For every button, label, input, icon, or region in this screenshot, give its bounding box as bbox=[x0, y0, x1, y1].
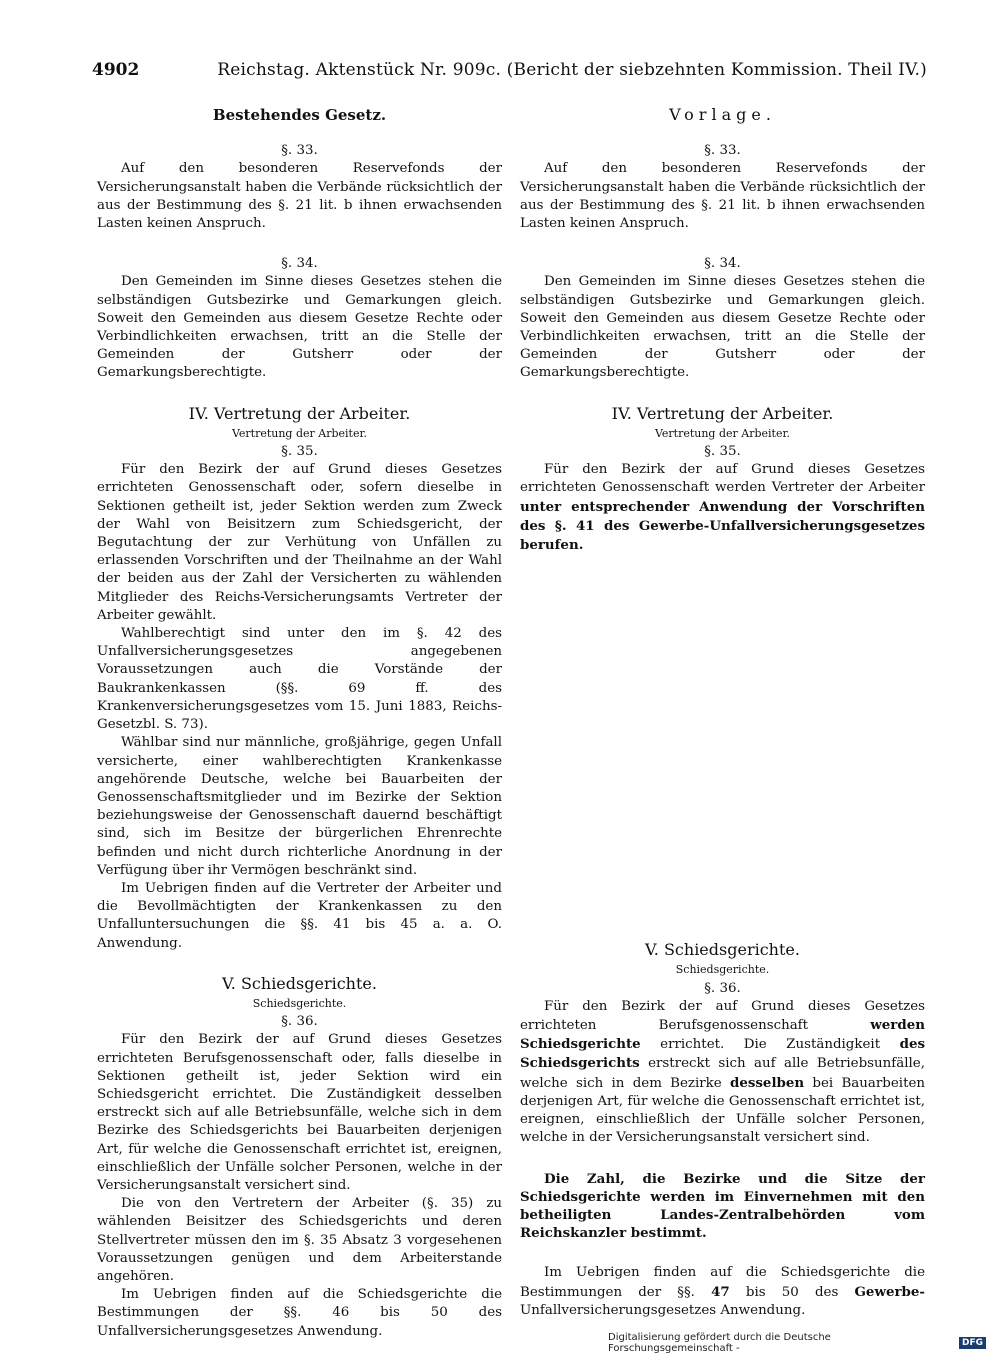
footer-text: Digitalisierung gefördert durch die Deutsche Forschungsgemeinschaft - bbox=[608, 1332, 831, 1354]
p36-part: erstreckt sich auf alle Betriebsunfälle, welche sich in dem Bezirke bbox=[520, 1056, 925, 1091]
section-4-title: IV. Vertretung der Arbeiter. bbox=[188, 403, 411, 423]
paragraph-35-text-3: Wählbar sind nur männliche, großjährige, gegen Unfall versicherte, einer wahlberechtigten Krankenkasse angehörende Deutsche, welche bei Bauarbeiten der Genossenschaftsmitglieder und im Bezirke der Sektion beziehungsweise der Genossenschaft dauernd beschäftigt sind, sich im Besitze der bürgerlichen Ehrenrechte befinden und nicht durch richterliche Anordnung in der Verfügung über ihr Vermögen beschränkt sind. bbox=[97, 735, 502, 878]
p36-part: Für den Bezirk der auf Grund dieses Gesetzes errichteten Berufsgenossenschaft bbox=[520, 998, 925, 1034]
paragraph-36-text-1: Für den Bezirk der auf Grund dieses Gesetzes errichteten Berufsgenossenschaft oder, falls dieselbe in Sektionen getheilt ist, jeder Sektion wird ein Schiedsgericht errichtet. Die Zuständigkeit desselben erstreckt sich auf alle Betriebsunfälle, welche sich in dem Bezirke des Schiedsgerichts bei Bauarbeiten derjenigen Art, für welche die Genossenschaft errichtet ist, ereignen, einschließlich der Unfälle solcher Personen, welche in der Versicherungsanstalt versichert sind. bbox=[97, 1032, 502, 1193]
p36-part: errichtet. Die Zuständigkeit bbox=[640, 1037, 900, 1053]
section-4-title: IV. Vertretung der Arbeiter. bbox=[611, 403, 834, 423]
p36-part: Im Uebrigen finden auf die Schiedsgerichte die Bestimmungen der §§. bbox=[520, 1265, 925, 1300]
section-5-title: V. Schiedsgerichte. bbox=[222, 973, 377, 993]
right-column-proposal bbox=[520, 100, 925, 1320]
paragraph-36-text-1 bbox=[520, 998, 925, 1148]
paragraph-33-number: §. 33. bbox=[704, 143, 741, 159]
p36-part: Unfallversicherungsgesetzes Anwendung. bbox=[520, 1302, 806, 1318]
page-header bbox=[92, 60, 927, 84]
paragraph-34-text: Den Gemeinden im Sinne dieses Gesetzes stehen die selbständigen Gutsbezirke und Gemarkungen gleich. Soweit den Gemeinden aus diesem Gesetze Rechte oder Verbindlichkeiten erwachsen, tritt an die Stelle der Gemeinden der Gutsherr oder der Gemarkungsberechtigte. bbox=[520, 274, 925, 381]
paragraph-36-text-2-amended: Die Zahl, die Bezirke und die Sitze der Schiedsgerichte werden im Einvernehmen mit den betheiligten Landes-Zentralbehörden vom Reichskanzler bestimmt. bbox=[520, 1170, 925, 1242]
p36-amended-part: des Schiedsgerichts bbox=[520, 1036, 925, 1072]
p36-part: bei Bauarbeiten derjenigen Art, für welche die Genossenschaft errichtet ist, ereignen, einschließlich der Unfälle solcher Personen, welche in der Versicherungsanstalt versichert sind. bbox=[520, 1075, 926, 1146]
p36-amended-part: Gewerbe- bbox=[854, 1283, 925, 1300]
p36-amended-part: werden Schiedsgerichte bbox=[520, 1017, 925, 1053]
paragraph-35-text-2: Wahlberechtigt sind unter den im §. 42 des Unfallversicherungsgesetzes angegebenen Voraussetzungen auch die Vorstände der Baukrankenkassen (§§. 69 ff. des Krankenversicherungsgesetzes vom 15. Juni 1883, Reichs-Gesetzbl. S. 73). bbox=[97, 626, 502, 733]
paragraph-36-text-2: Die von den Vertretern der Arbeiter (§. 35) zu wählenden Beisitzer des Schiedsgerichts und deren Stellvertreter müssen den im §. 35 Absatz 3 vorgesehenen Voraussetzungen genügen und dem Arbeiterstande angehören. bbox=[97, 1196, 502, 1284]
paragraph-34-text: Den Gemeinden im Sinne dieses Gesetzes stehen die selbständigen Gutsbezirke und Gemarkungen gleich. Soweit den Gemeinden aus diesem Gesetze Rechte oder Verbindlichkeiten erwachsen, tritt an die Stelle der Gemeinden der Gutsherr oder der Gemarkungsberechtigte. bbox=[97, 274, 502, 381]
paragraph-35-number: §. 35. bbox=[704, 444, 741, 460]
paragraph-35-text-4: Im Uebrigen finden auf die Vertreter der Arbeiter und die Bevollmächtigten der Krankenkassen zu den Unfalluntersuchungen die §§. 41 bis 45 a. a. O. Anwendung. bbox=[97, 880, 502, 951]
paragraph-33-number: §. 33. bbox=[281, 143, 318, 159]
paragraph-35-text-1: Für den Bezirk der auf Grund dieses Gesetzes errichteten Genossenschaft oder, sofern dieselbe in Sektionen getheilt ist, jeder Sektion werden zum Zweck der Wahl von Beisitzern zum Schiedsgericht, der Begutachtung der zur Verhütung von Unfällen zu erlassenden Vorschriften und der Theilnahme an der Wahl der beiden aus der Zahl der Versicherten zu wählenden Mitglieder des Reichs-Versicherungsamts Vertreter der Arbeiter gewählt. bbox=[97, 462, 502, 623]
p36-part: bis 50 des bbox=[729, 1284, 855, 1300]
paragraph-33-text: Auf den besonderen Reservefonds der Versicherungsanstalt haben die Verbände rücksichtlich der aus der Bestimmung des §. 21 lit. b ihnen erwachsenden Lasten keinen Anspruch. bbox=[520, 161, 925, 232]
paragraph-36-text-3 bbox=[520, 1264, 925, 1320]
paragraph-35-number: §. 35. bbox=[281, 444, 318, 460]
digitization-footer bbox=[608, 1332, 986, 1354]
p36-amended-part: 47 bbox=[711, 1283, 730, 1300]
left-column-heading: Bestehendes Gesetz. bbox=[212, 106, 387, 124]
section-5-title: V. Schiedsgerichte. bbox=[645, 940, 800, 960]
paragraph-35-text bbox=[520, 461, 925, 555]
p36-amended-part: desselben bbox=[729, 1074, 805, 1091]
paragraph-33-text: Auf den besonderen Reservefonds der Versicherungsanstalt haben die Verbände rücksichtlich der aus der Bestimmung des §. 21 lit. b ihnen erwachsenden Lasten keinen Anspruch. bbox=[97, 161, 502, 232]
paragraph-34-number: §. 34. bbox=[704, 256, 741, 272]
paragraph-36-number: §. 36. bbox=[704, 980, 741, 996]
section-5-subtitle: Schiedsgerichte. bbox=[252, 996, 347, 1010]
paragraph-36-text-3: Im Uebrigen finden auf die Schiedsgerichte die Bestimmungen der §§. 46 bis 50 des Unfallversicherungsgesetzes Anwendung. bbox=[97, 1287, 502, 1339]
left-column-existing-law bbox=[97, 100, 502, 1341]
section-5-subtitle: Schiedsgerichte. bbox=[675, 963, 770, 977]
right-column-heading: Vorlage. bbox=[669, 105, 776, 124]
running-title: Reichstag. Aktenstück Nr. 909c. (Bericht der siebzehnten Kommission. Theil IV.) bbox=[217, 60, 927, 80]
section-4-subtitle: Vertretung der Arbeiter. bbox=[231, 426, 368, 440]
page-number: 4902 bbox=[92, 60, 140, 80]
paragraph-35-text-plain: Für den Bezirk der auf Grund dieses Gesetzes errichteten Genossenschaft werden Vertreter der Arbeiter bbox=[520, 462, 925, 496]
section-4-subtitle: Vertretung der Arbeiter. bbox=[654, 426, 791, 440]
paragraph-34-number: §. 34. bbox=[281, 256, 318, 272]
dfg-logo: DFG bbox=[959, 1337, 986, 1349]
paragraph-35-text-amended: unter entsprechender Anwendung der Vorschriften des §. 41 des Gewerbe-Unfallversicherungsgesetzes berufen. bbox=[520, 498, 925, 554]
paragraph-36-number: §. 36. bbox=[281, 1014, 318, 1030]
